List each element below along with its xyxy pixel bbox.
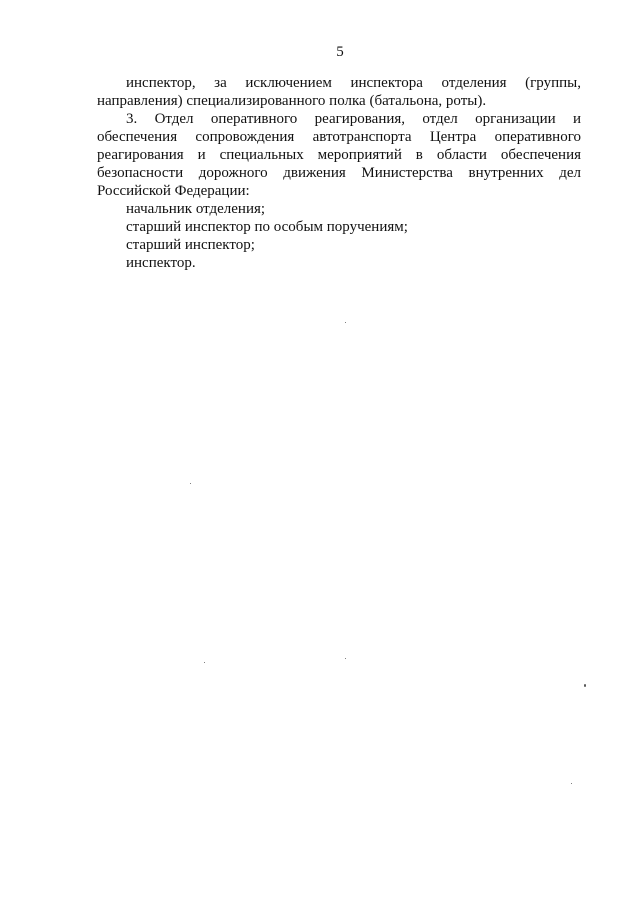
position-item: начальник отделения; xyxy=(126,201,266,217)
position-item: инспектор. xyxy=(126,255,196,271)
page-number: 5 xyxy=(336,44,344,60)
position-item: старший инспектор по особым поручениям; xyxy=(126,219,408,235)
scan-speck xyxy=(204,662,205,663)
paragraph-section-3: 3. Отдел оперативного реагирования, отдел организации и обеспечения сопровождения автотранспорта Центра оперативного реагирования и специальных мероприятий в области обеспечения безопасности дорожного движения Министерства внутренних дел Российской Федерации: xyxy=(97,111,581,199)
document-body xyxy=(97,74,581,272)
position-item: старший инспектор; xyxy=(126,237,255,253)
scan-speck xyxy=(190,483,191,484)
scan-speck xyxy=(571,783,572,784)
scan-speck xyxy=(345,658,346,659)
scan-speck xyxy=(584,684,586,687)
scan-speck xyxy=(345,322,346,323)
paragraph-continuation: инспектор, за исключением инспектора отделения (группы, направления) специализированного полка (батальона, роты). xyxy=(97,75,581,109)
